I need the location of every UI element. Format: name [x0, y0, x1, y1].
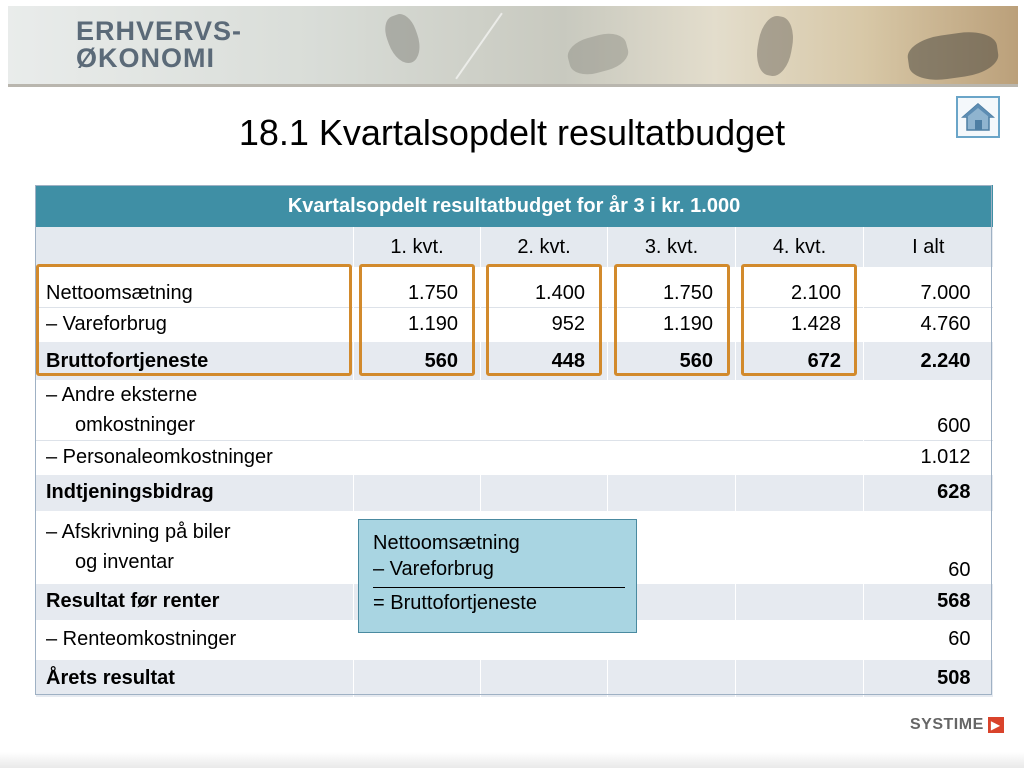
decor-footprint-shape [564, 29, 631, 79]
table-header-row [36, 227, 993, 268]
row-label: – Personaleomkostninger [36, 441, 864, 475]
table-cell [354, 660, 481, 697]
callout-line: – Vareforbrug [373, 558, 494, 580]
row-label [36, 380, 864, 441]
row-label-line: og inventar [75, 550, 174, 573]
decor-footprint-shape [380, 10, 425, 67]
row-label: Resultat før renter [36, 584, 354, 620]
table-cell: 560 [354, 342, 481, 380]
table-row [36, 267, 993, 307]
table-cell [354, 475, 481, 511]
table-cell: 1.428 [736, 307, 864, 342]
table-cell [608, 660, 736, 697]
decor-dashed-line [455, 13, 503, 80]
footer-strip [0, 752, 1024, 768]
header-banner [8, 6, 1018, 87]
table-cell [608, 475, 736, 511]
decor-footprint-shape [905, 28, 1000, 84]
table-cell: 2.100 [736, 267, 864, 307]
row-label-line: – Afskrivning på biler [46, 520, 231, 543]
logo-text: SYSTIME [910, 716, 984, 733]
page-title: 18.1 Kvartalsopdelt resultatbudget [238, 112, 786, 153]
table-cell: 1.750 [608, 267, 736, 307]
table-cell-total: 4.760 [864, 307, 993, 342]
table-row [36, 660, 993, 697]
row-label: Nettoomsætning [36, 267, 354, 307]
row-label-line: – Andre eksterne [46, 384, 198, 406]
table-cell: 448 [481, 342, 608, 380]
row-label: Bruttofortjeneste [36, 342, 354, 380]
table-cell-total: 2.240 [864, 342, 993, 380]
table-caption-row [36, 186, 993, 227]
row-label: – Vareforbrug [36, 307, 354, 342]
decor-footprint-shape [753, 14, 797, 79]
row-label: Indtjeningsbidrag [36, 475, 354, 511]
column-header [36, 227, 354, 268]
brand-logo [76, 18, 242, 72]
column-header: 3. kvt. [608, 227, 736, 268]
table-row [36, 475, 993, 511]
table-cell: 1.400 [481, 267, 608, 307]
row-label: Årets resultat [36, 660, 354, 697]
table-cell-total: 1.012 [864, 441, 993, 475]
table-cell-total: 7.000 [864, 267, 993, 307]
brand-line-2: ØKONOMI [76, 43, 215, 73]
column-header: 4. kvt. [736, 227, 864, 268]
table-cell: 1.190 [354, 307, 481, 342]
table-cell-total: 628 [864, 475, 993, 511]
table-cell: 560 [608, 342, 736, 380]
table-cell-total: 60 [864, 620, 993, 660]
column-header: I alt [864, 227, 993, 268]
table-cell [481, 660, 608, 697]
table-cell-total: 60 [864, 511, 993, 584]
table-cell: 672 [736, 342, 864, 380]
table-row [36, 342, 993, 380]
logo-arrow-icon: ▶ [988, 717, 1004, 733]
table-cell [736, 475, 864, 511]
table-cell-total: 600 [864, 380, 993, 441]
systime-logo [910, 716, 1004, 734]
table-cell [736, 584, 864, 620]
callout-line: = Bruttofortjeneste [373, 592, 537, 614]
callout-line: Nettoomsætning [373, 532, 520, 554]
callout-rule [373, 587, 625, 588]
table-cell: 1.750 [354, 267, 481, 307]
table-row [36, 307, 993, 342]
brand-line-1: ERHVERVS- [76, 16, 243, 46]
explanation-callout [358, 519, 637, 633]
table-caption: Kvartalsopdelt resultatbudget for år 3 i kr. 1.000 [36, 186, 993, 227]
table-cell: 952 [481, 307, 608, 342]
column-header: 2. kvt. [481, 227, 608, 268]
table-row [36, 380, 993, 441]
column-header: 1. kvt. [354, 227, 481, 268]
table-cell-total: 568 [864, 584, 993, 620]
table-cell [481, 475, 608, 511]
table-cell [736, 660, 864, 697]
table-cell: 1.190 [608, 307, 736, 342]
table-row [36, 441, 993, 475]
table-cell-total: 508 [864, 660, 993, 697]
row-label-line: omkostninger [75, 414, 196, 436]
row-label: – Renteomkostninger [36, 620, 864, 660]
